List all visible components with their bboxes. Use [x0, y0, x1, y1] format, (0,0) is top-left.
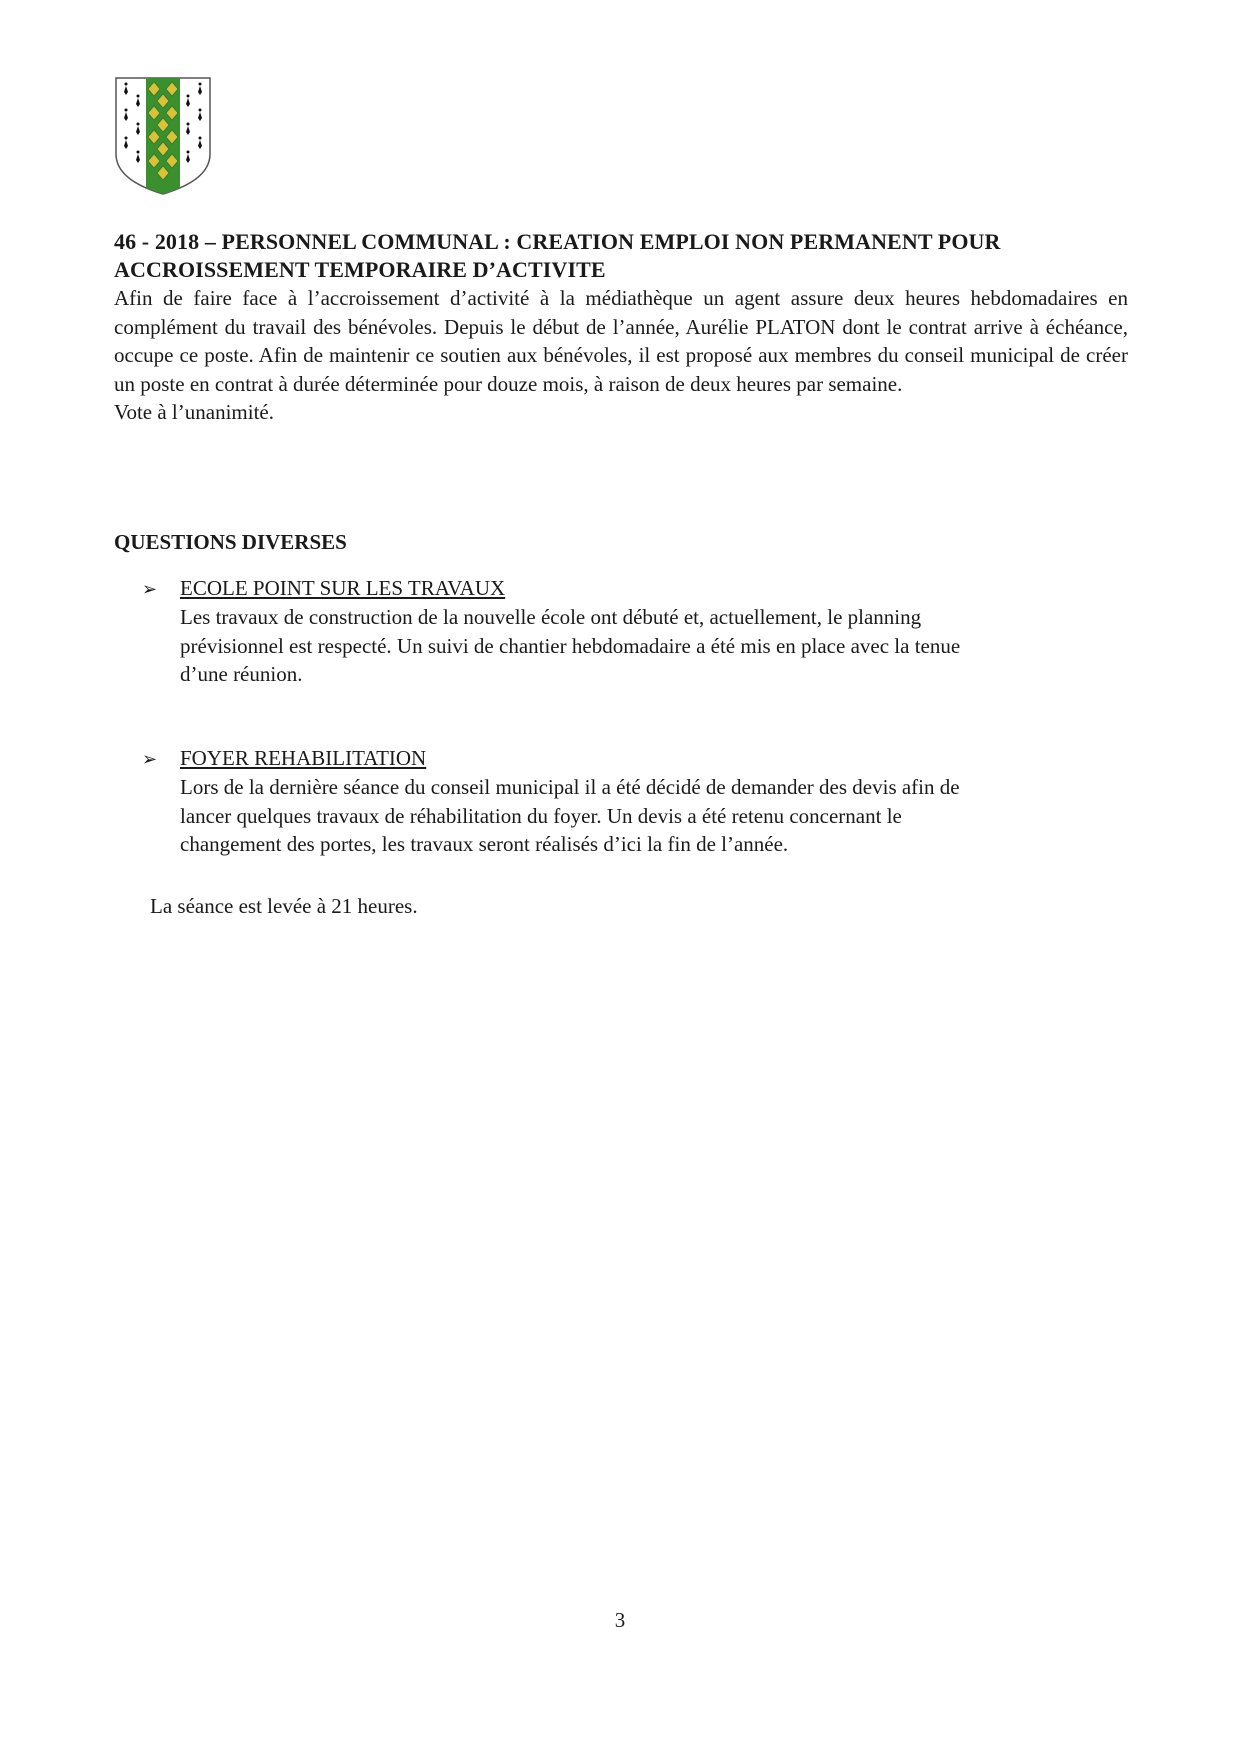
item-text-line: lancer quelques travaux de réhabilitation du foyer. Un devis a été retenu concernant le [180, 803, 902, 828]
item-text [180, 603, 1140, 689]
item-text-line: Lors de la dernière séance du conseil municipal il a été décidé de demander des devis afin de [180, 775, 960, 799]
deliberation-body: Afin de faire face à l’accroissement d’activité à la médiathèque un agent assure deux heures hebdomadaires en complément du travail des bénévoles. Depuis le début de l’année, Aurélie PLATON dont le contrat arrive à échéance, occupe ce poste. Afin de maintenir ce soutien aux bénévoles, il est proposé aux membres du conseil municipal de créer un poste en contrat à durée déterminée pour douze mois, à raison de deux heures par semaine. [114, 286, 1128, 396]
item-title: FOYER REHABILITATION [180, 746, 427, 770]
item-title: ECOLE POINT SUR LES TRAVAUX [180, 576, 506, 600]
arrow-bullet-icon: ➢ [142, 749, 158, 769]
deliberation-title-line2: ACCROISSEMENT TEMPORAIRE D’ACTIVITE [114, 257, 606, 282]
closing-statement: La séance est levée à 21 heures. [150, 894, 418, 918]
item-text-line: Les travaux de construction de la nouvelle école ont débuté et, actuellement, le planning [180, 605, 922, 629]
coat-of-arms-logo [114, 76, 212, 196]
questions-diverses-heading: QUESTIONS DIVERSES [114, 530, 347, 554]
item-text-line: d’une réunion. [180, 662, 303, 687]
list-item-ecole [142, 574, 1122, 689]
vote-result: Vote à l’unanimité. [114, 400, 274, 425]
page-number: 3 [614, 1608, 626, 1632]
item-text-line: changement des portes, les travaux seront réalisés d’ici la fin de l’année. [180, 832, 789, 857]
deliberation-title-line1: 46 - 2018 – PERSONNEL COMMUNAL : CREATION EMPLOI NON PERMANENT POUR [114, 229, 1001, 254]
item-text-line: prévisionnel est respecté. Un suivi de chantier hebdomadaire a été mis en place avec la tenue [180, 633, 961, 658]
list-item-foyer [142, 744, 1122, 859]
arrow-bullet-icon: ➢ [142, 579, 158, 599]
item-text [180, 773, 1140, 859]
deliberation-section [114, 228, 1128, 426]
